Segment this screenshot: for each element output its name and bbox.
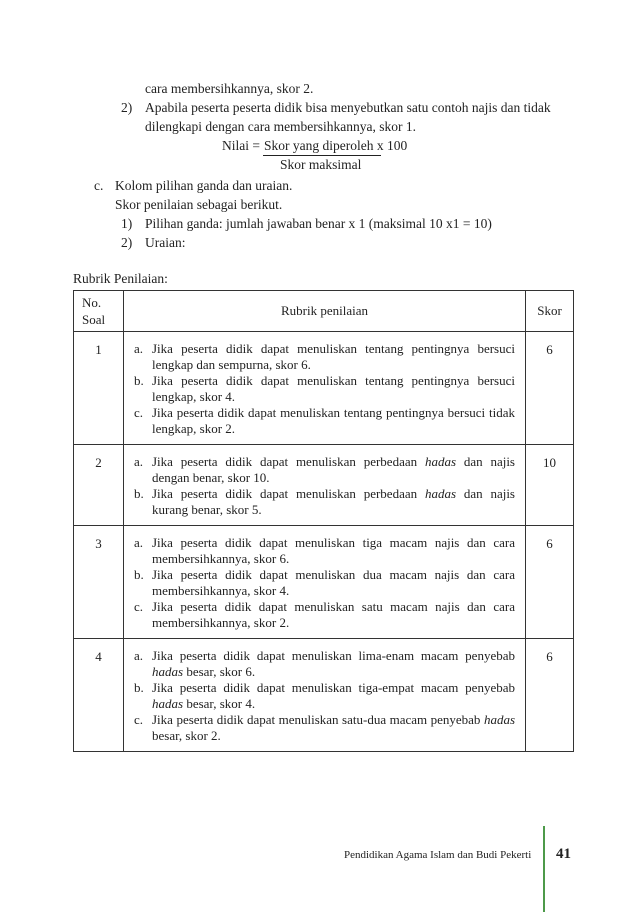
criterion: [134, 486, 515, 518]
criterion-text: [152, 486, 515, 518]
section-c-item-2-text: Uraian:: [145, 235, 186, 250]
criterion-text: Jika peserta didik dapat menuliskan tentang pentingnya bersuci tidak lengkap, skor 2.: [152, 405, 515, 436]
criterion-text: Jika peserta didik dapat menuliskan tiga macam najis dan cara membersihkannya, skor 6.: [152, 535, 515, 566]
criterion-text-after: dan najis dengan benar, skor 10.: [152, 454, 515, 485]
criterion-text-after: besar, skor 6.: [183, 664, 256, 679]
row-number: 2: [74, 445, 124, 526]
criterion-letter: a.: [134, 341, 144, 356]
criterion: [134, 567, 515, 599]
row-score: 6: [526, 639, 574, 752]
criterion-text-after: dan najis kurang benar, skor 5.: [152, 486, 515, 517]
table-row: [74, 526, 574, 639]
criterion: [134, 373, 515, 405]
section-c-item-1-number: 1): [121, 216, 133, 231]
row-number: 1: [74, 332, 124, 445]
header-rubric: Rubrik penilaian: [124, 291, 526, 332]
footer-book-title: Pendidikan Agama Islam dan Budi Pekerti: [344, 849, 532, 861]
formula-numerator: Skor yang diperoleh x 100: [264, 138, 408, 153]
section-c-letter: c.: [94, 178, 104, 193]
row-score: 6: [526, 526, 574, 639]
table-header-row: [74, 291, 574, 332]
intro-item-2-line-2: dilengkapi dengan cara membersihkannya, skor 1.: [145, 119, 417, 134]
rubric-heading: Rubrik Penilaian:: [73, 271, 168, 286]
criterion-letter: a.: [134, 535, 144, 550]
criterion-letter: a.: [134, 454, 144, 469]
criterion-text-before: Jika peserta didik dapat menuliskan perbedaan: [152, 486, 425, 501]
row-criteria: [124, 526, 526, 639]
row-number: 3: [74, 526, 124, 639]
criterion-letter: c.: [134, 405, 144, 420]
criterion-text-before: Jika peserta didik dapat menuliskan tiga-empat macam penyebab: [152, 680, 515, 695]
criterion-italic-term: hadas: [424, 486, 457, 501]
row-number: 4: [74, 639, 124, 752]
criterion-letter: b.: [134, 567, 144, 582]
criterion-text: [152, 648, 515, 680]
criterion-text: [152, 454, 515, 486]
row-criteria: [124, 639, 526, 752]
criterion-letter: b.: [134, 486, 144, 501]
criterion-text-before: Jika peserta didik dapat menuliskan perbedaan: [152, 454, 425, 469]
criterion-text: [152, 680, 515, 712]
criterion-italic-term: hadas: [483, 712, 515, 727]
criterion: [134, 454, 515, 486]
row-criteria: [124, 445, 526, 526]
header-no-soal: [74, 291, 124, 332]
criterion-text: [152, 712, 515, 744]
criterion-letter: a.: [134, 648, 144, 663]
intro-line-1: cara membersihkannya, skor 2.: [145, 81, 314, 96]
header-no-line-1: No.: [82, 295, 102, 310]
criterion: [134, 712, 515, 744]
row-criteria: [124, 332, 526, 445]
header-no-line-2: Soal: [82, 312, 106, 327]
section-c-title: Kolom pilihan ganda dan uraian.: [115, 178, 293, 193]
formula-prefix: Nilai =: [222, 138, 260, 153]
table-row: [74, 445, 574, 526]
table-row: [74, 639, 574, 752]
criterion: [134, 405, 515, 437]
criterion-italic-term: hadas: [424, 454, 457, 469]
criterion-text-before: Jika peserta didik dapat menuliskan lima-enam macam penyebab: [152, 648, 515, 663]
header-score: Skor: [526, 291, 574, 332]
section-c-item-1-text: Pilihan ganda: jumlah jawaban benar x 1 (maksimal 10 x1 = 10): [145, 216, 492, 231]
section-c-item-2-number: 2): [121, 235, 133, 250]
criterion-text-before: Jika peserta didik dapat menuliskan satu-dua macam penyebab: [152, 712, 484, 727]
rubric-table: [73, 290, 574, 752]
criterion-letter: c.: [134, 712, 144, 727]
formula-denominator: Skor maksimal: [280, 157, 362, 172]
criterion-text: Jika peserta didik dapat menuliskan satu macam najis dan cara membersihkannya, skor 2.: [152, 599, 515, 630]
intro-item-2-line-1: Apabila peserta peserta didik bisa menyebutkan satu contoh najis dan tidak: [145, 100, 551, 115]
criterion-italic-term: hadas: [152, 696, 184, 711]
criterion-text: Jika peserta didik dapat menuliskan tentang pentingnya bersuci lengkap dan sempurna, skor 6.: [152, 341, 515, 372]
criterion-letter: b.: [134, 373, 144, 388]
criterion-text: Jika peserta didik dapat menuliskan dua macam najis dan cara membersihkannya, skor 4.: [152, 567, 515, 598]
criterion-text-after: besar, skor 4.: [183, 696, 256, 711]
criterion: [134, 680, 515, 712]
criterion: [134, 599, 515, 631]
criterion-text: Jika peserta didik dapat menuliskan tentang pentingnya bersuci lengkap, skor 4.: [152, 373, 515, 404]
criterion: [134, 535, 515, 567]
criterion-letter: c.: [134, 599, 144, 614]
section-c-subtitle: Skor penilaian sebagai berikut.: [115, 197, 283, 212]
criterion: [134, 341, 515, 373]
criterion: [134, 648, 515, 680]
table-row: [74, 332, 574, 445]
row-score: 6: [526, 332, 574, 445]
fraction-bar: [263, 155, 381, 156]
criterion-letter: b.: [134, 680, 144, 695]
page-number: 41: [556, 846, 571, 862]
footer-divider: [543, 826, 545, 912]
criterion-italic-term: hadas: [152, 664, 184, 679]
criterion-text-after: besar, skor 2.: [152, 728, 221, 743]
intro-item-2-number: 2): [121, 100, 133, 115]
row-score: 10: [526, 445, 574, 526]
